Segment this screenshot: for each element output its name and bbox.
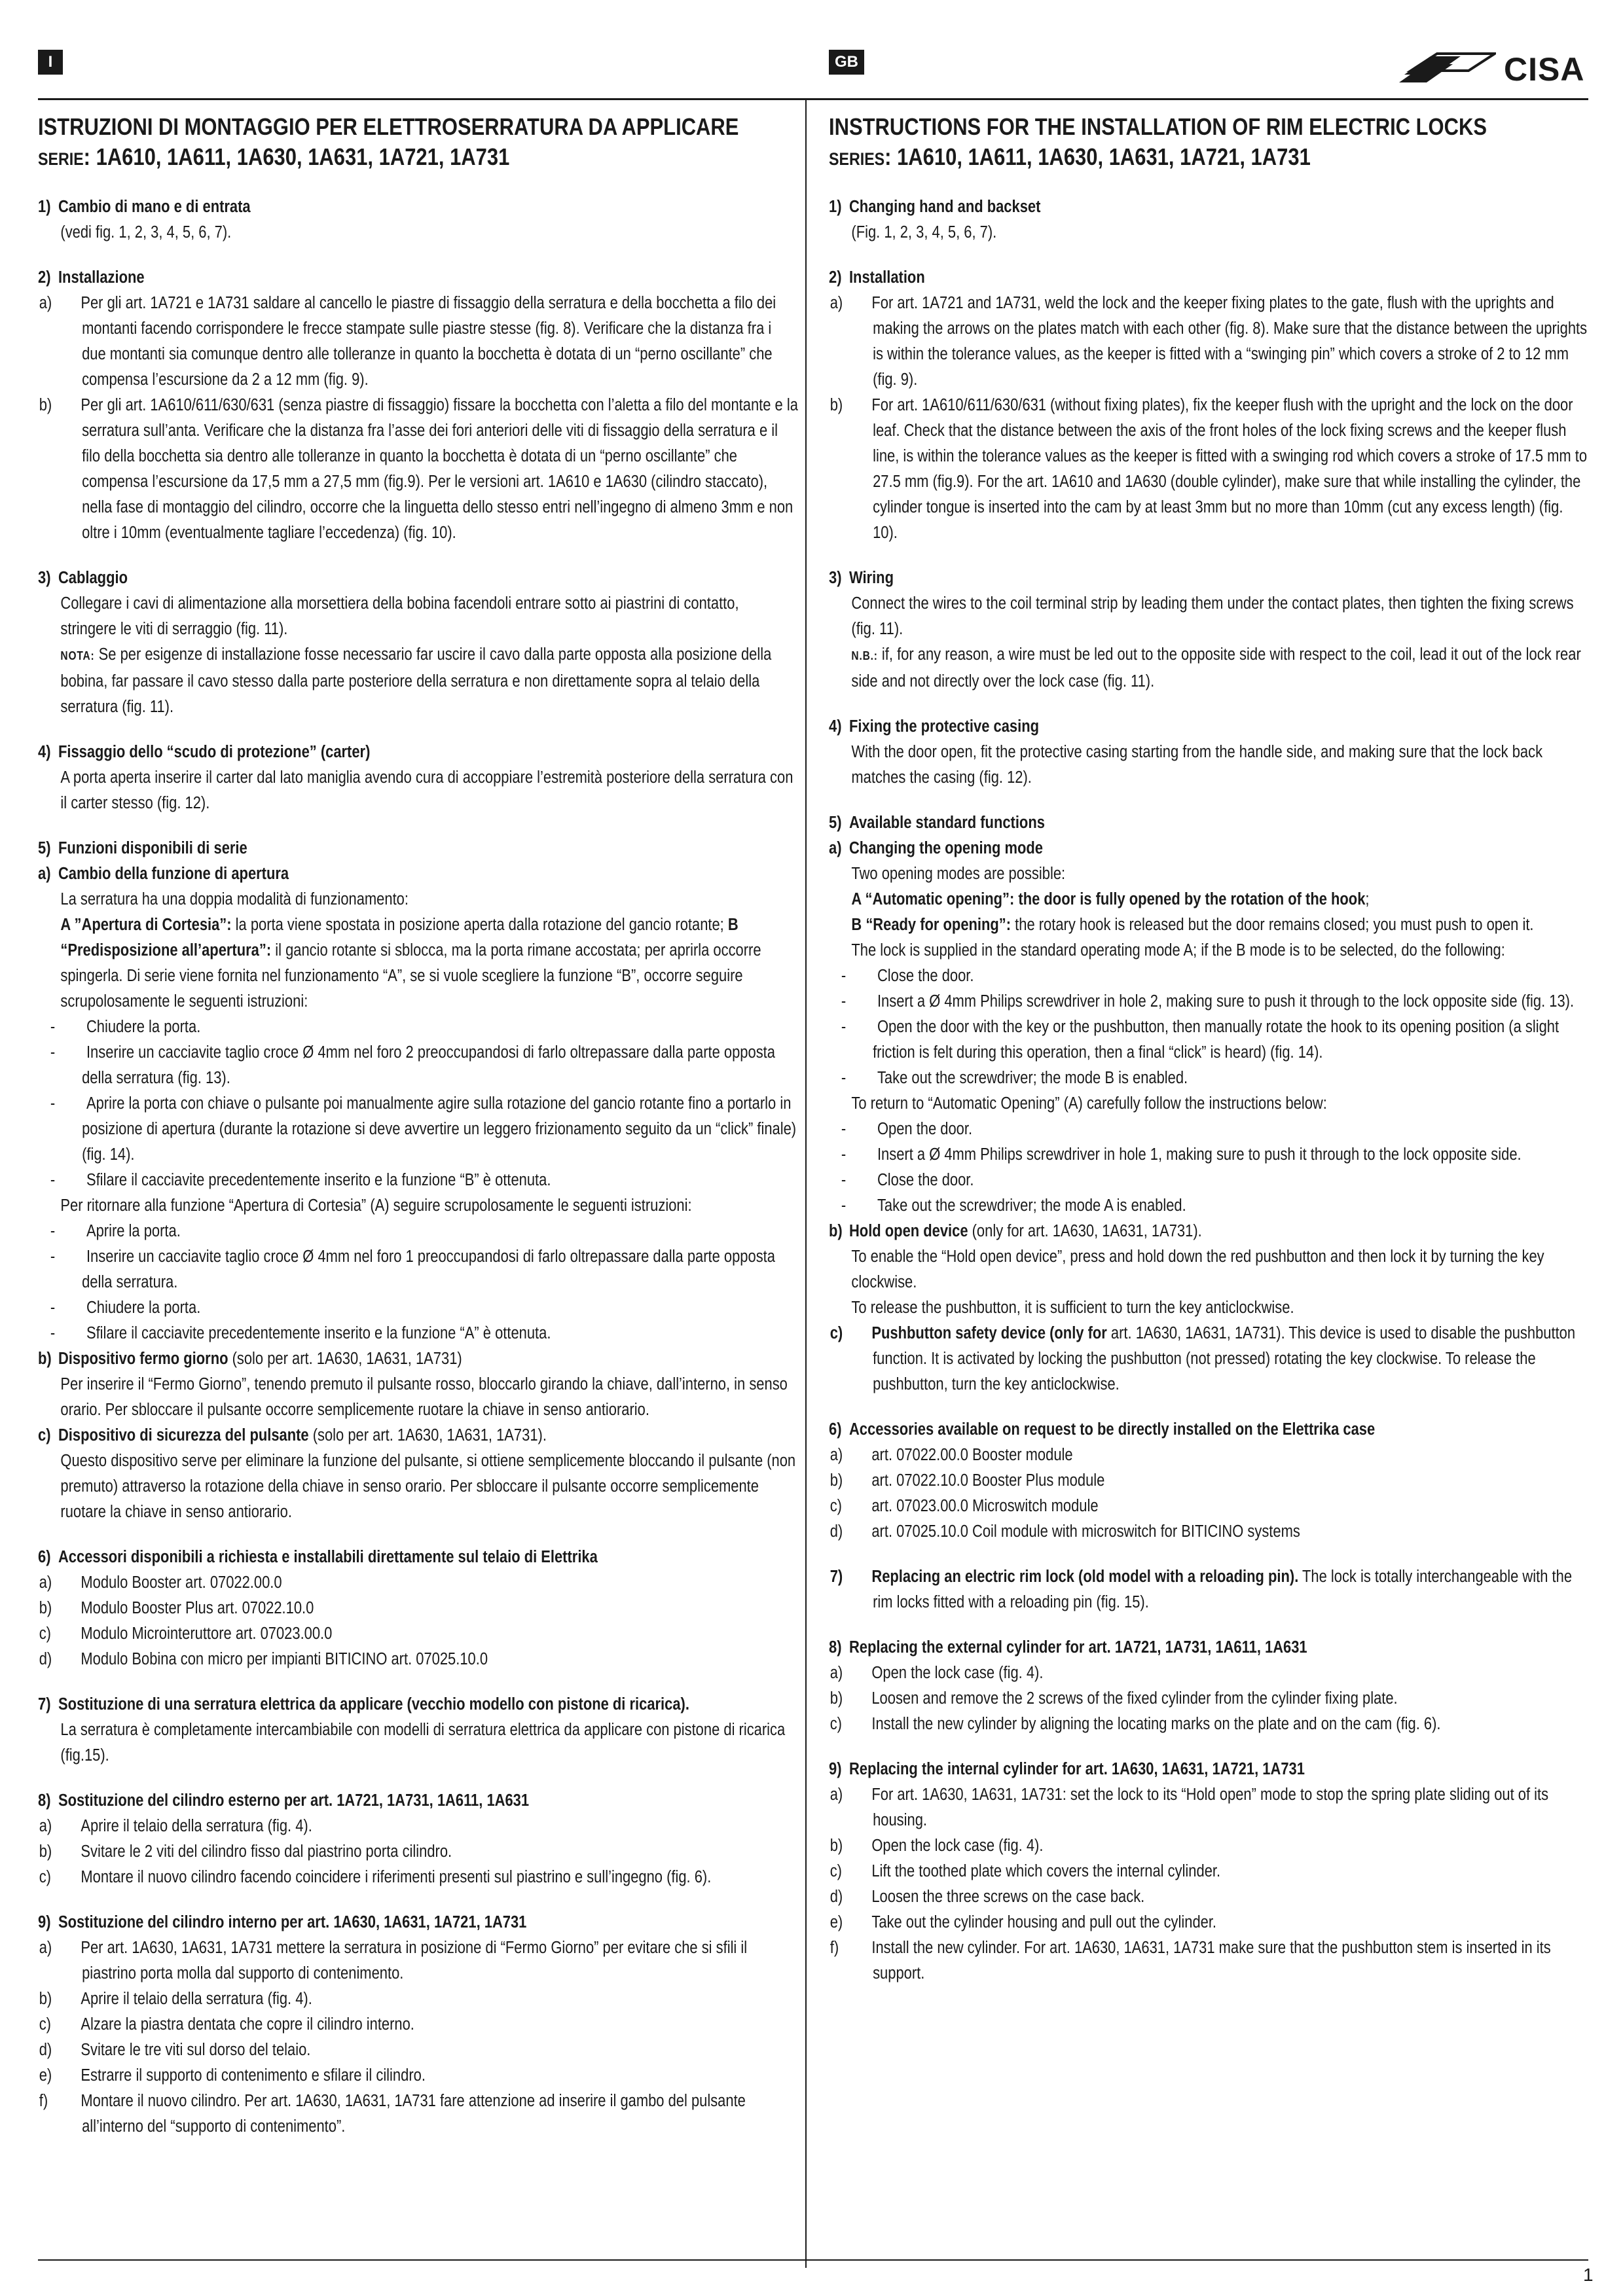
english-column [829, 113, 1589, 1986]
section-1: 1) Changing hand and backset (Fig. 1, 2, 3, 4, 5, 6, 7). [829, 198, 1041, 242]
section-2: 2) Installazione a) Per gli art. 1A721 e 1A731 saldare al cancello le piastre di fissaggio della serratura e della bocchetta a filo dei montanti facendo corrispondere le frecce stampate sulle piastre stesse (fig. 8). Verificare che la distanza fra i due montanti sia comunque dentro alle tolleranze in quanto la bocchetta è dotata di un “perno oscillante” che compensa l’escursione da 2 a 12 mm (fig. 9). b) Per gli art. 1A610/611/630/631 (senza piastre di fissaggio) fissare la bocchetta con l’aletta a filo del montante e la serratura sull’anta. Verificare che la distanza fra l’asse dei fori anteriori delle viti di fissaggio della serratura e il filo della bocchetta sia dentro alle tolleranze in quanto la bocchetta è dotata di un “perno oscillante” che compensa l’escursione da 17,5 mm a 27,5 mm (fig.9). Per le versioni art. 1A610 e 1A630 (cilindro staccato), nella fase di montaggio del cilindro, occorre che la linguetta dello stesso entri nell’ingegno di almeno 3mm e non oltre i 10mm (eventualmente tagliare l’eccedenza) (fig. 10). [38, 268, 798, 542]
section-3: 3) Cablaggio Collegare i cavi di alimentazione alla morsettiera della bobina facendoli entrare sotto ai piastrini di contatto, stringere le viti di serraggio (fig. 11). NOTA: Se per esigenze di installazione fosse necessario far uscire il cavo dalla parte opposta alla posizione della bobina, far passare il cavo stesso dalla parte posteriore della serratura e non direttamente sopra al telaio della serratura (fig. 11). [38, 569, 772, 716]
section-9: 9) Sostituzione del cilindro interno per art. 1A630, 1A631, 1A721, 1A731 a) Per art. 1A630, 1A631, 1A731 mettere la serratura in posizione di “Fermo Giorno” per evitare che si sfili il piastrino porta molla dal supporto di contenimento. b) Aprire il telaio della serratura (fig. 4). c) Alzare la piastra dentata che copre il cilindro interno. d) Svitare le tre viti sul dorso del telaio. e) Estrarre il supporto di contenimento e sfilare il cilindro. f) Montare il nuovo cilindro. Per art. 1A630, 1A631, 1A731 fare attenzione ad inserire il gambo del pulsante all’interno del “supporto di contenimento”. [38, 1913, 748, 2136]
section-8: 8) Sostituzione del cilindro esterno per art. 1A721, 1A731, 1A611, 1A631 a) Aprire il telaio della serratura (fig. 4). b) Svitare le 2 viti del cilindro fisso dal piastrino porta cilindro. c) Montare il nuovo cilindro facendo coincidere i riferimenti presenti sul piastrino e sull’ingegno (fig. 6). [38, 1791, 712, 1886]
italian-series: SERIE: 1A610, 1A611, 1A630, 1A631, 1A721, 1A731 [38, 143, 510, 170]
column-divider [805, 98, 807, 2268]
section-3: 3) Wiring Connect the wires to the coil terminal strip by leading them under the contact plates, then tighten the fixing screws (fig. 11). N.B.: if, for any reason, a wire must be led out to the opposite side with respect to the coil, lead it out of the lock rear side and not directly over the lock case (fig. 11). [829, 569, 1581, 691]
page-number: 1 [1583, 2265, 1594, 2285]
section-4: 4) Fixing the protective casing With the door open, fit the protective casing starting from the handle side, and making sure that the lock back matches the casing (fig. 12). [829, 717, 1543, 787]
section-9: 9) Replacing the internal cylinder for art. 1A630, 1A631, 1A721, 1A731 a) For art. 1A630, 1A631, 1A731: set the lock to its “Hold open” mode to stop the spring plate sliding out of its housing. b) Open the lock case (fig. 4). c) Lift the toothed plate which covers the internal cylinder. d) Loosen the three screws on the case back. e) Take out the cylinder housing and pull out the cylinder. f) Install the new cylinder. For art. 1A630, 1A631, 1A731 make sure that the pushbutton stem is inserted in its support. [829, 1760, 1551, 1982]
english-title: INSTRUCTIONS FOR THE INSTALLATION OF RIM ELECTRIC LOCKS [829, 113, 1487, 140]
section-5: 5) Available standard functions a) Changing the opening mode Two opening modes are possible: A “Automatic opening”: the door is fully opened by the rotation of the hook; B “Ready for opening”: the rotary hook is released but the door remains closed; you must push to open it. The lock is supplied in the standard operating mode A; if the B mode is to be selected, do the following: - Close the door. - Insert a Ø 4mm Philips screwdriver in hole 2, making sure to push it through to the lock opposite side (fig. 13). - Open the door with the key or the pushbutton, then manually rotate the hook to its opening position (a slight friction is felt during this operation, then a final “click” is heard) (fig. 14). - Take out the screwdriver; the mode B is enabled. To return to “Automatic Opening” (A) carefully follow the instructions below: - Open the door. - Insert a Ø 4mm Philips screwdriver in hole 1, making sure to push it through to the lock opposite side. - Close the door. - Take out the screwdriver; the mode A is enabled. b) Hold open device (only for art. 1A630, 1A631, 1A731). To enable the “Hold open device”, press and hold down the red pushbutton and then lock it by turning the key clockwise. To release the pushbutton, it is sufficient to turn the key anticlockwise. c) Pushbutton safety device (only for art. 1A630, 1A631, 1A731). This device is used to disable the pushbutton function. It is activated by locking the pushbutton (not pressed) rotating the key clockwise. To release the pushbutton, turn the key anticlockwise. [829, 814, 1576, 1393]
section-6: 6) Accessories available on request to be directly installed on the Elettrika case a) art. 07022.00.0 Booster module b) art. 07022.10.0 Booster Plus module c) art. 07023.00.0 Microswitch module d) art. 07025.10.0 Coil module with microswitch for BITICINO systems [829, 1420, 1376, 1541]
section-1: 1) Cambio di mano e di entrata (vedi fig. 1, 2, 3, 4, 5, 6, 7). [38, 198, 251, 242]
language-badge-italian: I [38, 50, 63, 75]
brand-logo [1398, 51, 1584, 88]
english-series: SERIES: 1A610, 1A611, 1A630, 1A631, 1A721, 1A731 [829, 143, 1311, 170]
section-8: 8) Replacing the external cylinder for art. 1A721, 1A731, 1A611, 1A631 a) Open the lock case (fig. 4). b) Loosen and remove the 2 screws of the fixed cylinder from the cylinder fixing plate. c) Install the new cylinder by aligning the locating marks on the plate and on the cam (fig. 6). [829, 1638, 1441, 1733]
section-4: 4) Fissaggio dello “scudo di protezione” (carter) A porta aperta inserire il carter dal lato maniglia avendo cura di accoppiare l’estremità posteriore della serratura con il carter stesso (fig. 12). [38, 743, 793, 812]
header-divider [38, 98, 1588, 100]
section-7: 7) Sostituzione di una serratura elettrica da applicare (vecchio modello con pistone di ricarica). La serratura è completamente intercambiabile con modelli di serratura elettrica da applicare con pistone di ricarica (fig.15). [38, 1695, 786, 1765]
italian-title: ISTRUZIONI DI MONTAGGIO PER ELETTROSERRATURA DA APPLICARE [38, 113, 739, 140]
section-2: 2) Installation a) For art. 1A721 and 1A731, weld the lock and the keeper fixing plates to the gate, flush with the uprights and making the arrows on the plates match with each other (fig. 8). Make sure that the distance between the uprights is within the tolerance values, as the keeper is fitted with a “swinging pin” which covers a stroke of 2 to 12 mm (fig. 9). b) For art. 1A610/611/630/631 (without fixing plates), fix the keeper flush with the upright and the lock on the door leaf. Check that the distance between the axis of the front holes of the lock fixing screws and the keeper flush line, is within the tolerance values as the keeper is fitted with a swinging rod which covers a stroke of 17.5 mm to 27.5 mm (fig.9). For the art. 1A610 and 1A630 (double cylinder), make sure that while installing the cylinder, the cylinder tongue is inserted into the cam by at least 3mm but no more than 10mm (cut any excess length) (fig. 10). [829, 268, 1588, 542]
footer-divider [38, 2259, 1588, 2261]
brand-name: CISA [1504, 51, 1585, 88]
language-badge-english: GB [829, 50, 864, 75]
section-5: 5) Funzioni disponibili di serie a) Cambio della funzione di apertura La serratura ha una doppia modalità di funzionamento: A ”Apertura di Cortesia”: la porta viene spostata in posizione aperta dalla rotazione del gancio rotante; B “Predisposizione all’apertura”: il gancio rotante si sblocca, ma la porta rimane accostata; per aprirla occorre spingerla. Di serie viene fornita nel funzionamento “A”, se si vuole scegliere la funzione “B”, occorre seguire scrupolosamente le seguenti istruzioni: - Chiudere la porta. - Inserire un cacciavite taglio croce Ø 4mm nel foro 2 preoccupandosi di farlo oltrepassare dalla parte opposta della serratura (fig. 13). - Aprire la porta con chiave o pulsante poi manualmente agire sulla rotazione del gancio rotante fino a portarlo in posizione di apertura (durante la rotazione si deve avvertire un leggero frizionamento seguito da un “click” finale) (fig. 14). - Sfilare il cacciavite precedentemente inserito e la funzione “B” è ottenuta. Per ritornare alla funzione “Apertura di Cortesia” (A) seguire scrupolosamente le seguenti istruzioni: - Aprire la porta. - Inserire un cacciavite taglio croce Ø 4mm nel foro 1 preoccupandosi di farlo oltrepassare dalla parte opposta della serratura. - Chiudere la porta. - Sfilare il cacciavite precedentemente inserito e la funzione “A” è ottenuta. b) Dispositivo fermo giorno (solo per art. 1A630, 1A631, 1A731) Per inserire il “Fermo Giorno”, tenendo premuto il pulsante rosso, bloccarlo girando la chiave, dall’interno, in senso orario. Per sbloccare il pulsante occorre semplicemente ruotare la chiave in senso antiorario. c) Dispositivo di sicurezza del pulsante (solo per art. 1A630, 1A631, 1A731). Questo dispositivo serve per eliminare la funzione del pulsante, si ottiene semplicemente bloccando il pulsante (non premuto) attraverso la rotazione della chiave in senso orario. Per sbloccare il pulsante occorre semplicemente ruotare la chiave in senso antiorario. [38, 839, 797, 1521]
cisa-logo-icon [1398, 51, 1496, 88]
section-7: 7) Replacing an electric rim lock (old model with a reloading pin). The lock is totally interchangeable with the rim locks fitted with a reloading pin (fig. 15). [830, 1568, 1573, 1611]
italian-column [38, 113, 798, 2140]
section-6: 6) Accessori disponibili a richiesta e installabili direttamente sul telaio di Elettrika a) Modulo Booster art. 07022.00.0 b) Modulo Booster Plus art. 07022.10.0 c) Modulo Microinteruttore art. 07023.00.0 d) Modulo Bobina con micro per impianti BITICINO art. 07025.10.0 [38, 1548, 598, 1668]
